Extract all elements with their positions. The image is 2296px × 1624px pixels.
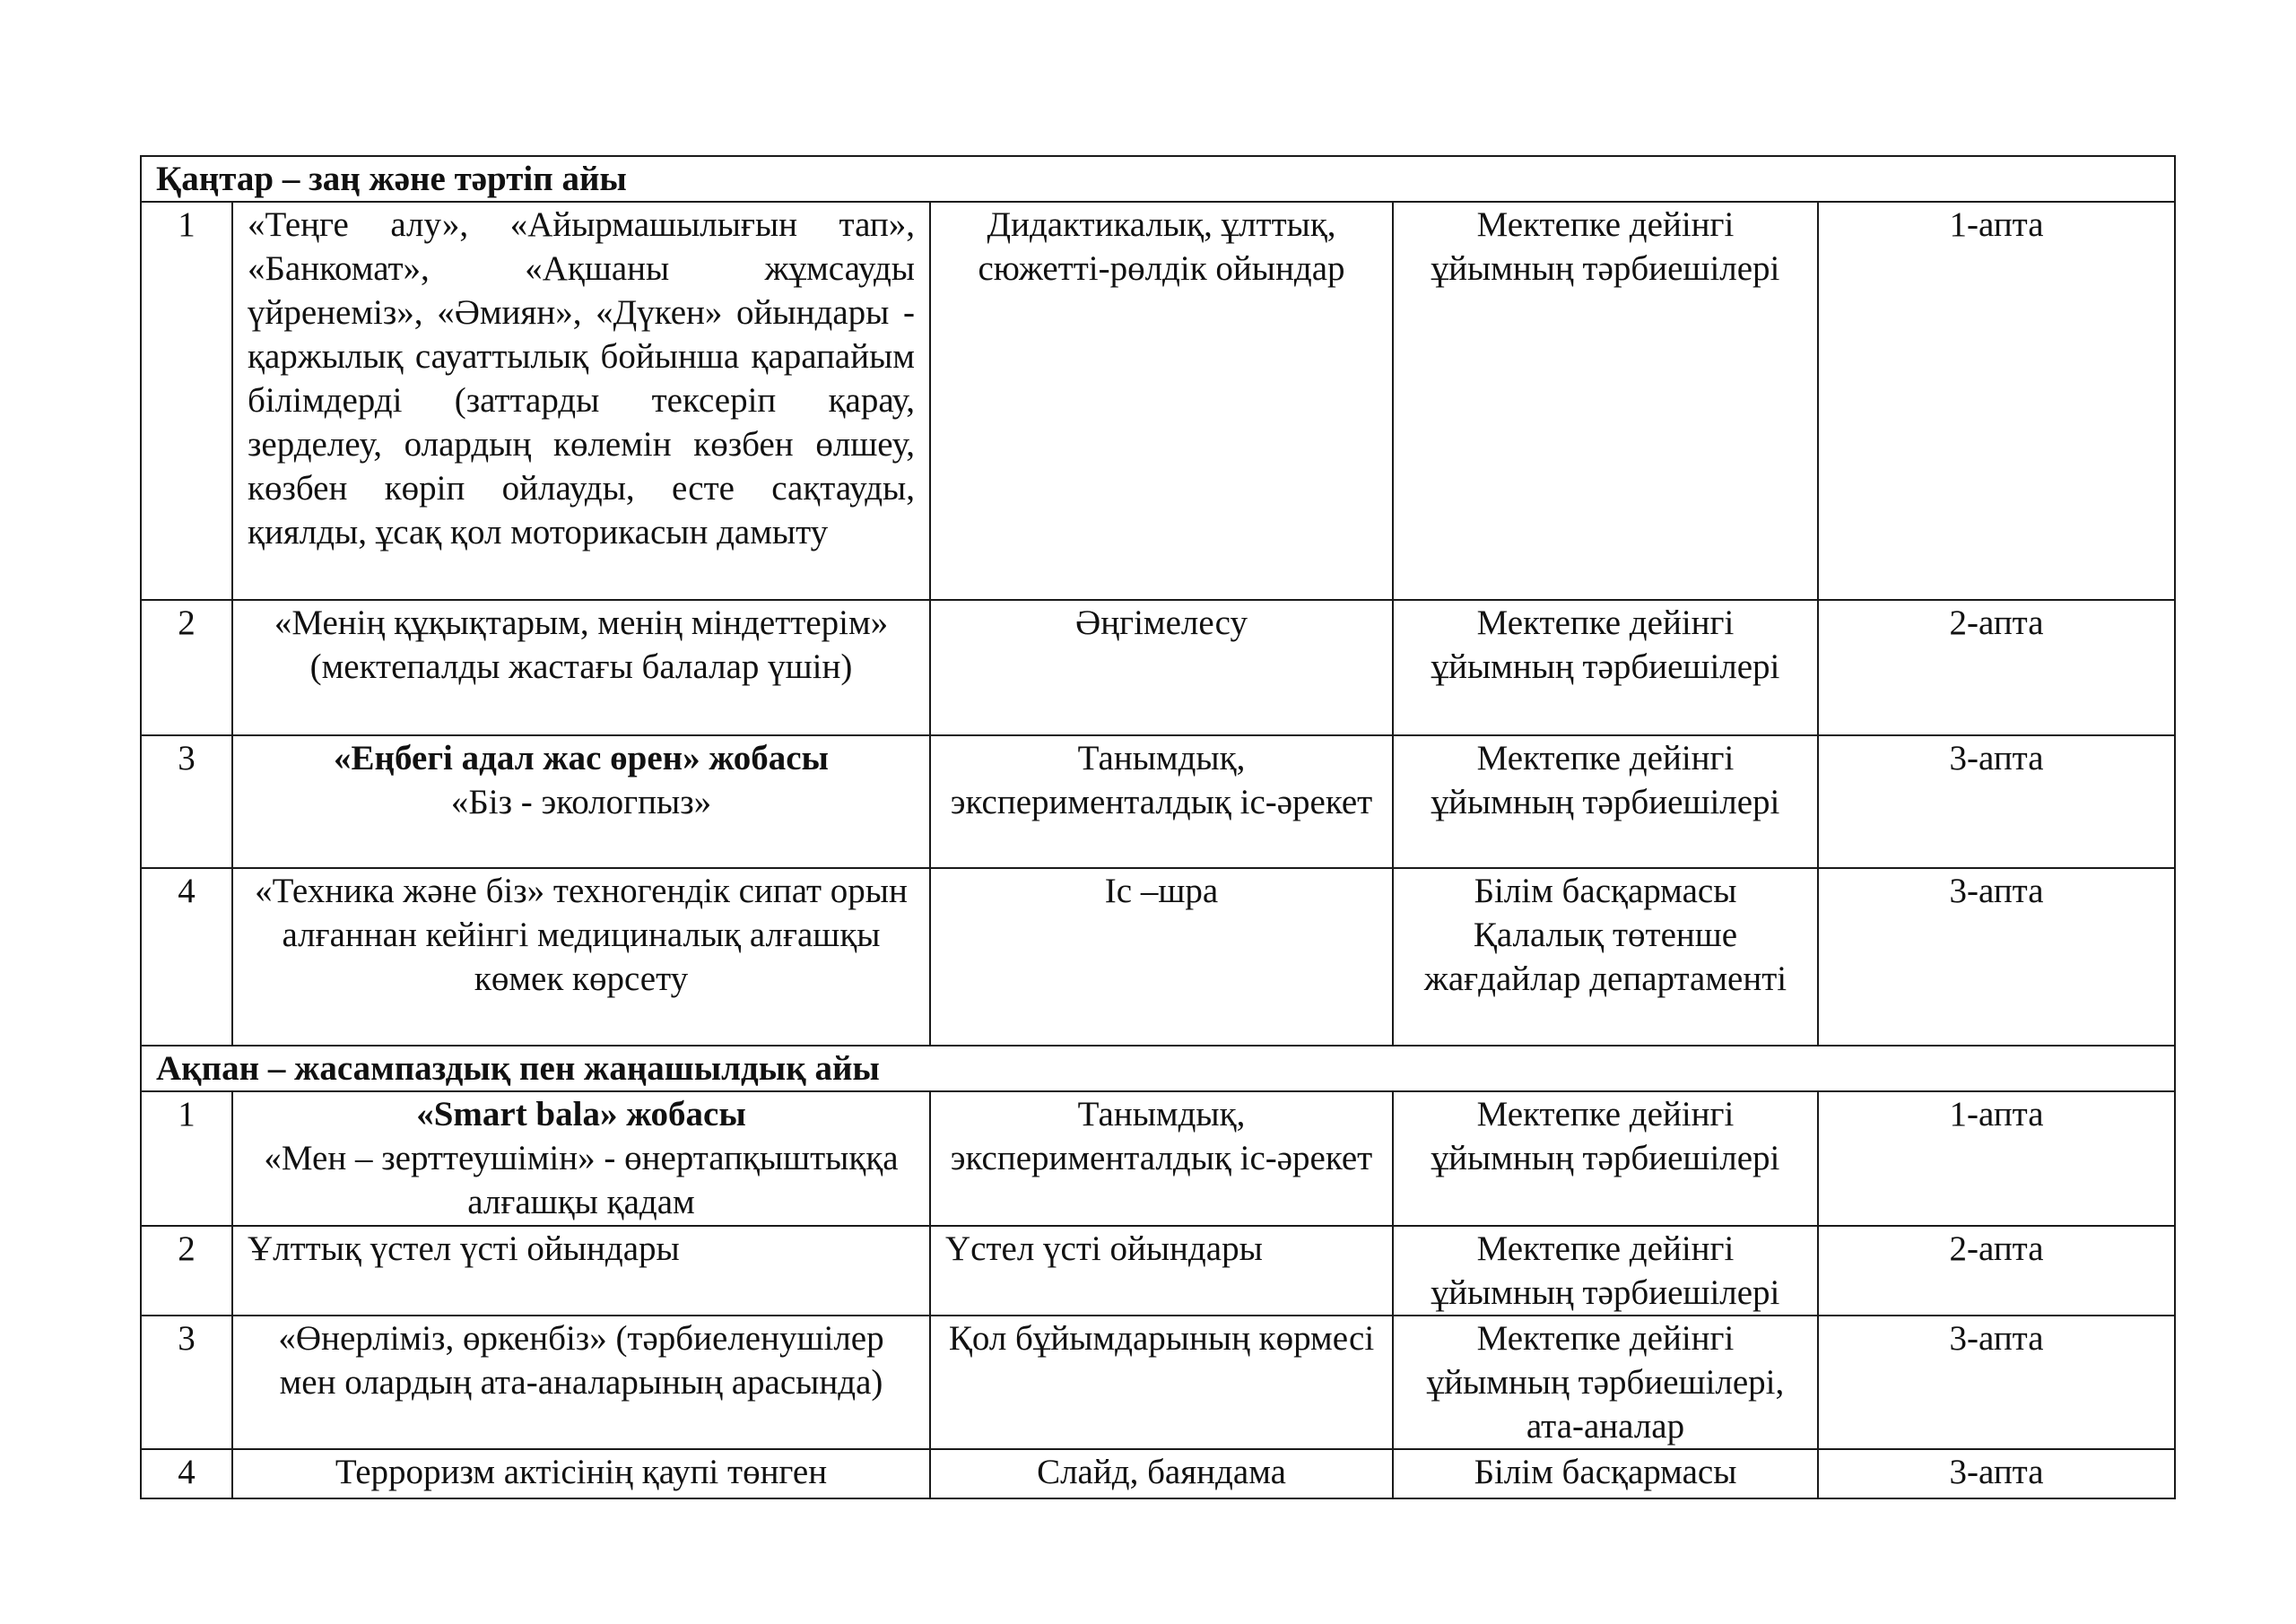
project-title: «Еңбегі адал жас өрен» жобасы bbox=[334, 739, 829, 777]
project-title: «Smart bala» жобасы bbox=[416, 1095, 746, 1133]
event-name: «Мен – зерттеушімін» - өнертапқыштыққа алғашқы қадам bbox=[264, 1139, 899, 1221]
event-responsible: Мектепке дейінгі ұйымның тәрбиешілері bbox=[1393, 600, 1818, 735]
table-row bbox=[141, 600, 2175, 735]
event-time: 1-апта bbox=[1818, 1091, 2175, 1226]
event-responsible: Мектепке дейінгі ұйымның тәрбиешілері bbox=[1393, 1091, 1818, 1226]
event-form: Әңгімелесу bbox=[930, 600, 1393, 735]
event-time: 3-апта bbox=[1818, 1316, 2175, 1449]
table-row bbox=[141, 202, 2175, 600]
event-responsible: Мектепке дейінгі ұйымның тәрбиешілері, ата-аналар bbox=[1393, 1316, 1818, 1449]
section-title: Қаңтар – заң және тәртіп айы bbox=[141, 156, 2175, 202]
table-row bbox=[141, 1449, 2175, 1498]
event-time: 2-апта bbox=[1818, 1226, 2175, 1316]
event-form: Үстел үсті ойындары bbox=[930, 1226, 1393, 1316]
event-name: «Біз - экологпыз» bbox=[450, 783, 712, 821]
row-number: 2 bbox=[141, 1226, 232, 1316]
row-number: 3 bbox=[141, 1316, 232, 1449]
event-time: 3-апта bbox=[1818, 1449, 2175, 1498]
table-row bbox=[141, 735, 2175, 868]
event-name: Терроризм актісінің қаупі төнген bbox=[232, 1449, 930, 1498]
event-form: Танымдық, эксперименталдық іс-әрекет bbox=[930, 735, 1393, 868]
section-header-row bbox=[141, 1046, 2175, 1091]
event-responsible: Мектепке дейінгі ұйымның тәрбиешілері bbox=[1393, 735, 1818, 868]
event-plan-table bbox=[140, 155, 2176, 1499]
event-form: Дидактикалық, ұлттық, сюжетті-рөлдік ойындар bbox=[930, 202, 1393, 600]
event-form: Слайд, баяндама bbox=[930, 1449, 1393, 1498]
event-form: Танымдық, эксперименталдық іс-әрекет bbox=[930, 1091, 1393, 1226]
event-form: Іс –шра bbox=[930, 868, 1393, 1046]
table-row bbox=[141, 1316, 2175, 1449]
event-time: 3-апта bbox=[1818, 868, 2175, 1046]
event-form: Қол бұйымдарының көрмесі bbox=[930, 1316, 1393, 1449]
event-name: «Менің құқықтарым, менің міндеттерім» (мектепалды жастағы балалар үшін) bbox=[232, 600, 930, 735]
event-name: «Өнерліміз, өркенбіз» (тәрбиеленушілер мен олардың ата-аналарының арасында) bbox=[232, 1316, 930, 1449]
event-name-cell bbox=[232, 735, 930, 868]
event-time: 2-апта bbox=[1818, 600, 2175, 735]
row-number: 4 bbox=[141, 868, 232, 1046]
table-row bbox=[141, 868, 2175, 1046]
row-number: 2 bbox=[141, 600, 232, 735]
event-name: «Техника және біз» техногендік сипат орын алғаннан кейінгі медициналық алғашқы көмек көрсету bbox=[232, 868, 930, 1046]
event-time: 1-апта bbox=[1818, 202, 2175, 600]
event-name-cell bbox=[232, 1091, 930, 1226]
row-number: 4 bbox=[141, 1449, 232, 1498]
event-name: «Теңге алу», «Айырмашылығын тап», «Банкомат», «Ақшаны жұмсауды үйренеміз», «Әмиян», «Дүкен» ойындары - қаржылық сауаттылық бойынша қарапайым білімдерді (заттарды тексеріп қарау, зерделеу, олардың көлемін көзбен өлшеу, көзбен көріп ойлауды, есте сақтауды, қиялды, ұсақ қол моторикасын дамыту bbox=[232, 202, 930, 600]
section-header-row bbox=[141, 156, 2175, 202]
event-responsible: Мектепке дейінгі ұйымның тәрбиешілері bbox=[1393, 1226, 1818, 1316]
event-responsible: Мектепке дейінгі ұйымның тәрбиешілері bbox=[1393, 202, 1818, 600]
event-responsible: Білім басқармасы Қалалық төтенше жағдайлар департаменті bbox=[1393, 868, 1818, 1046]
event-responsible: Білім басқармасы bbox=[1393, 1449, 1818, 1498]
table-row bbox=[141, 1091, 2175, 1226]
row-number: 3 bbox=[141, 735, 232, 868]
section-title: Ақпан – жасампаздық пен жаңашылдық айы bbox=[141, 1046, 2175, 1091]
row-number: 1 bbox=[141, 202, 232, 600]
row-number: 1 bbox=[141, 1091, 232, 1226]
event-time: 3-апта bbox=[1818, 735, 2175, 868]
table-row bbox=[141, 1226, 2175, 1316]
event-name: Ұлттық үстел үсті ойындары bbox=[232, 1226, 930, 1316]
